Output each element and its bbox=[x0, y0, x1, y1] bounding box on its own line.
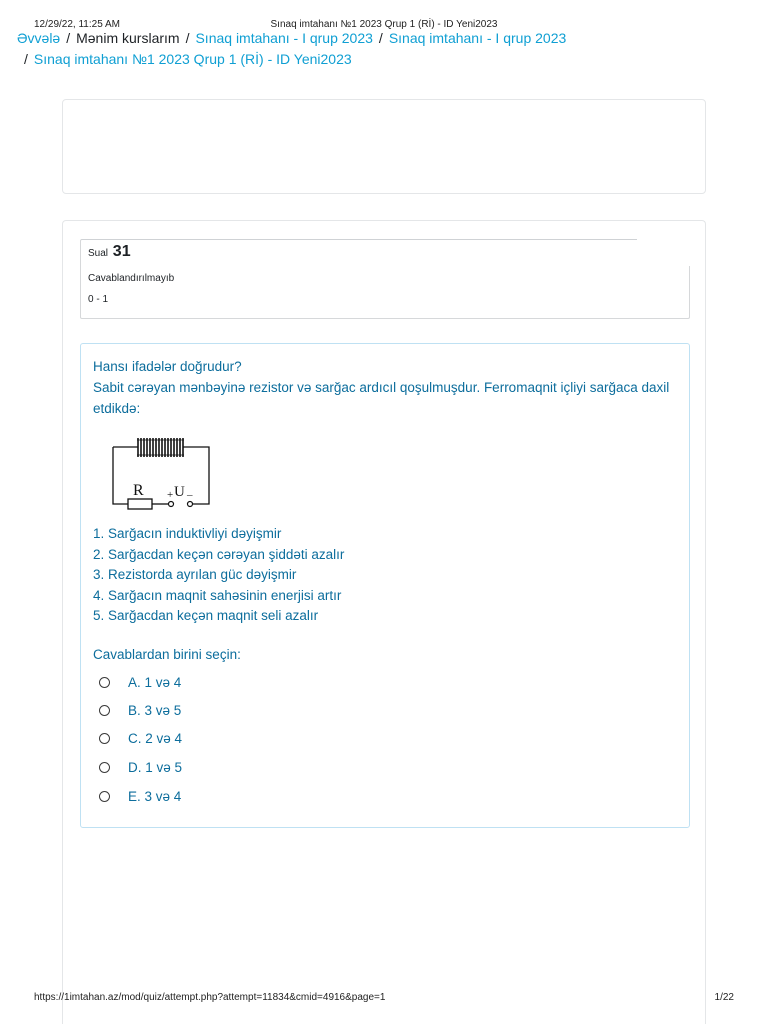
resistor-label: R bbox=[133, 482, 144, 499]
minus-sign: – bbox=[187, 489, 193, 501]
question-number bbox=[88, 243, 131, 261]
breadcrumb-item-my-courses[interactable]: Mənim kurslarım bbox=[76, 30, 180, 46]
question-number-prefix: Sual bbox=[88, 248, 109, 259]
breadcrumb-separator: / bbox=[378, 30, 383, 46]
breadcrumb-item-section[interactable]: Sınaq imtahanı - I qrup 2023 bbox=[388, 30, 567, 46]
page-url: https://1imtahan.az/mod/quiz/attempt.php?attempt=11834&cmid=4916&page=1 bbox=[34, 992, 386, 1003]
statement-item: 5. Sarğacdan keçən maqnit seli azalır bbox=[93, 608, 319, 623]
breadcrumb-item-course[interactable]: Sınaq imtahanı - I qrup 2023 bbox=[195, 30, 373, 46]
radio-button[interactable] bbox=[99, 733, 110, 744]
print-datetime: 12/29/22, 11:25 AM bbox=[34, 19, 120, 30]
statement-list bbox=[93, 524, 673, 627]
answer-option-b[interactable] bbox=[99, 700, 181, 720]
print-page-title: Sınaq imtahanı №1 2023 Qrup 1 (Rİ) - ID Yeni2023 bbox=[270, 19, 498, 30]
radio-button[interactable] bbox=[99, 705, 110, 716]
breadcrumb-item-quiz[interactable]: Sınaq imtahanı №1 2023 Qrup 1 (Rİ) - ID Yeni2023 bbox=[33, 51, 352, 67]
question-description: Sabit cərəyan mənbəyinə rezistor və sarğac ardıcıl qoşulmuşdur. Ferromaqnit içliyi sarğaca daxil etdikdə: bbox=[93, 380, 670, 416]
breadcrumb-item-home[interactable]: Əvvələ bbox=[17, 30, 61, 46]
answer-label[interactable]: C. 2 və 4 bbox=[128, 730, 183, 746]
coil-inductor bbox=[137, 438, 184, 457]
answer-label[interactable]: E. 3 və 4 bbox=[128, 788, 182, 804]
radio-button[interactable] bbox=[99, 762, 110, 773]
question-state: Cavablandırılmayıb bbox=[88, 273, 175, 284]
breadcrumb-separator: / bbox=[24, 51, 28, 67]
answer-label[interactable]: A. 1 və 4 bbox=[128, 674, 182, 690]
answer-label[interactable]: B. 3 və 5 bbox=[128, 702, 182, 718]
breadcrumb bbox=[17, 28, 597, 70]
answer-option-e[interactable] bbox=[99, 786, 181, 806]
page-counter: 1/22 bbox=[714, 992, 734, 1003]
breadcrumb-card bbox=[62, 99, 706, 194]
question-heading: Hansı ifadələr doğrudur? bbox=[93, 359, 242, 374]
statement-item: 4. Sarğacın maqnit sahəsinin enerjisi artır bbox=[93, 587, 342, 603]
plus-sign: + bbox=[167, 489, 174, 501]
breadcrumb-separator: / bbox=[66, 30, 71, 46]
radio-button[interactable] bbox=[99, 791, 110, 802]
radio-button[interactable] bbox=[99, 677, 110, 688]
question-grade: 0 - 1 bbox=[88, 294, 109, 305]
breadcrumb-separator: / bbox=[185, 30, 190, 46]
answer-label[interactable]: D. 1 və 5 bbox=[128, 759, 183, 775]
print-footer bbox=[0, 992, 768, 1012]
answer-prompt: Cavablardan birini seçin: bbox=[93, 647, 241, 662]
statement-item: 1. Sarğacın induktivliyi dəyişmir bbox=[93, 526, 282, 541]
circuit-diagram bbox=[108, 430, 218, 512]
answer-option-d[interactable] bbox=[99, 757, 182, 777]
question-number-value: 31 bbox=[112, 243, 131, 260]
answer-option-c[interactable] bbox=[99, 728, 182, 748]
statement-item: 3. Rezistorda ayrılan güc dəyişmir bbox=[93, 567, 297, 582]
voltage-source-label: U bbox=[174, 484, 185, 500]
question-text bbox=[93, 356, 673, 419]
statement-item: 2. Sarğacdan keçən cərəyan şiddəti azalır bbox=[93, 546, 345, 562]
answer-option-a[interactable] bbox=[99, 672, 181, 692]
